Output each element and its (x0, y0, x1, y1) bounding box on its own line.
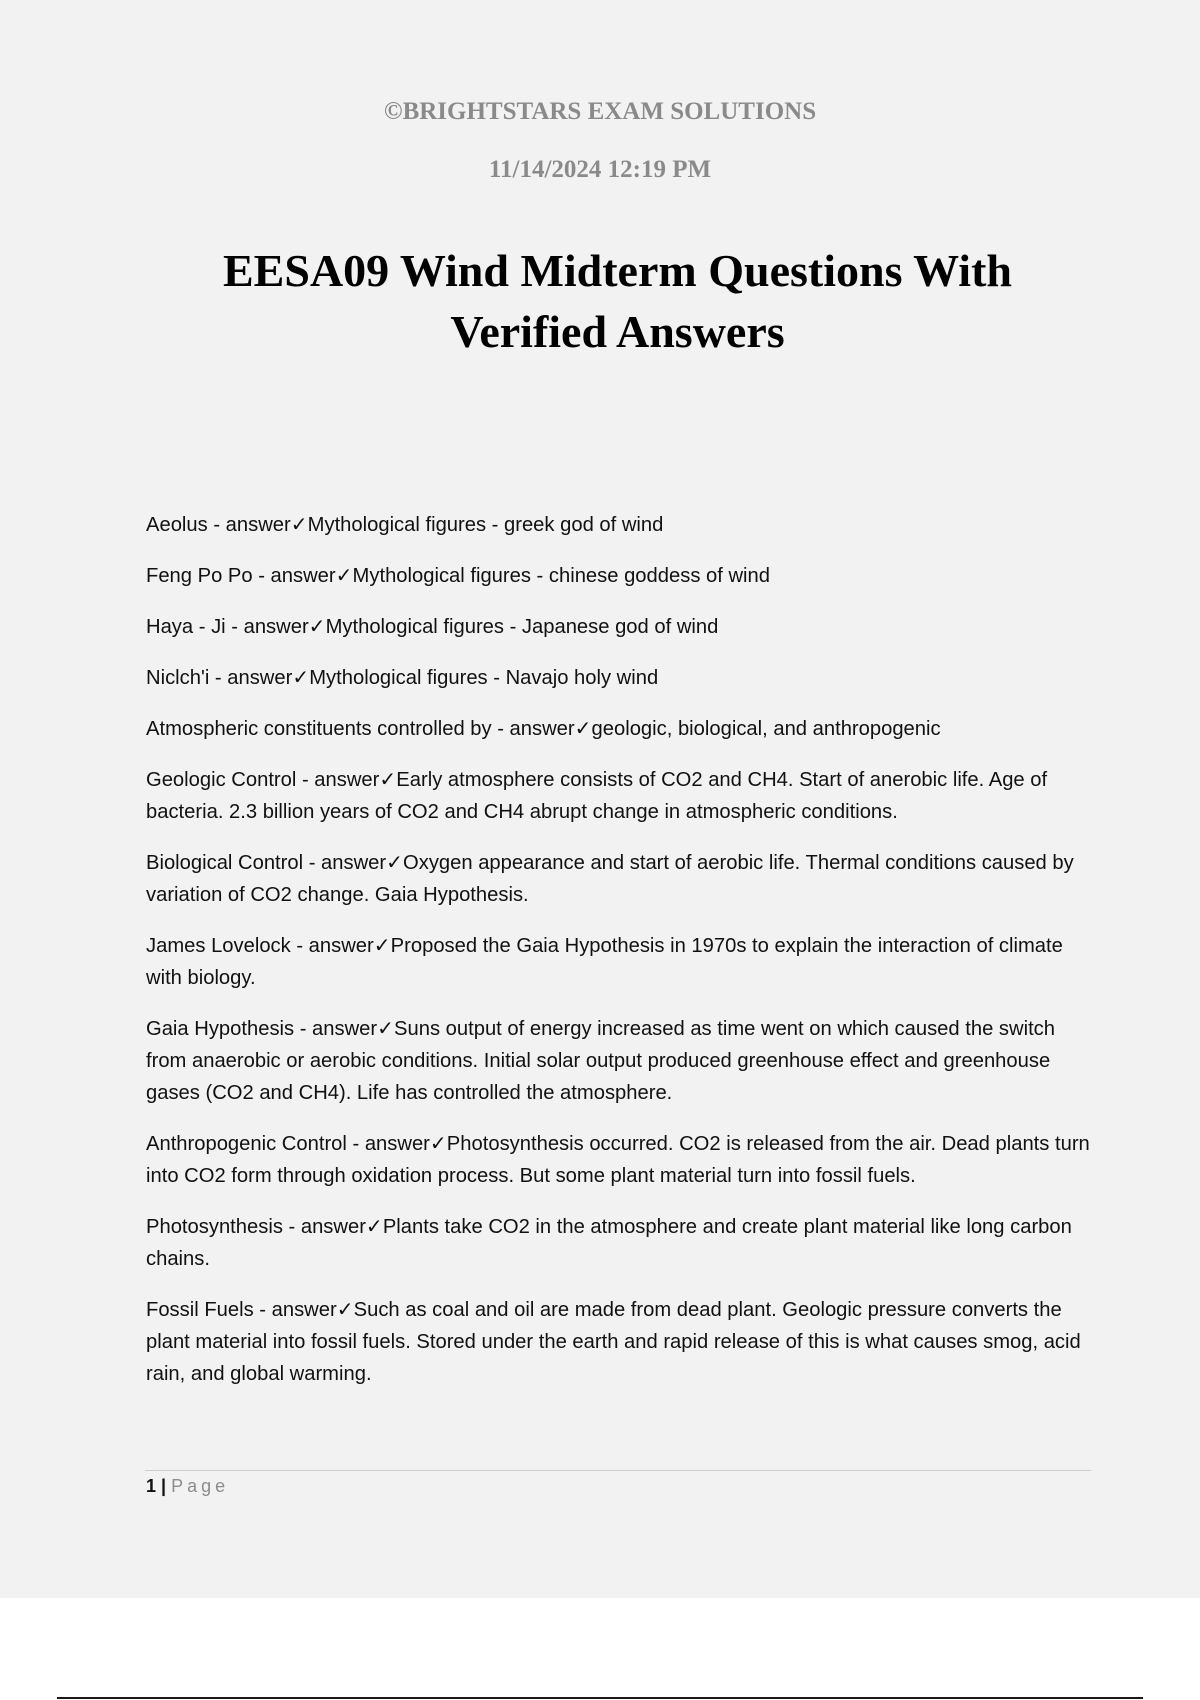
page-title-line-2: Verified Answers (450, 306, 785, 357)
qa-item-niclchi: Niclch'i - answer✓Mythological figures - Navajo holy wind (146, 667, 659, 689)
qa-item-aeolus: Aeolus - answer✓Mythological figures - greek god of wind (146, 514, 664, 536)
qa-item-anthropogenic-control: Anthropogenic Control - answer✓Photosynthesis occurred. CO2 is released from the air. Dead plants turn into CO2 form through oxidation process. But some plant material turn into fossil fuels. (146, 1133, 1090, 1187)
page-word: Page (171, 1476, 230, 1496)
qa-item-fossil-fuels: Fossil Fuels - answer✓Such as coal and oil are made from dead plant. Geologic pressure converts the plant material into fossil fuels. Stored under the earth and rapid release of this is what causes smog, acid rain, and global warming. (146, 1299, 1081, 1385)
qa-item-feng-po-po: Feng Po Po - answer✓Mythological figures - chinese goddess of wind (146, 565, 770, 587)
page-separator: | (161, 1476, 167, 1496)
next-page-top-rule (57, 1697, 1143, 1699)
qa-item-gaia-hypothesis: Gaia Hypothesis - answer✓Suns output of energy increased as time went on which caused the switch from anaerobic or aerobic conditions. Initial solar output produced greenhouse effect and greenhouse gases (CO2 and CH4). Life has controlled the atmosphere. (146, 1018, 1055, 1104)
qa-item-biological-control: Biological Control - answer✓Oxygen appearance and start of aerobic life. Thermal conditions caused by variation of CO2 change. Gaia Hypothesis. (146, 852, 1074, 906)
footer-divider (145, 1470, 1091, 1471)
qa-item-james-lovelock: James Lovelock - answer✓Proposed the Gaia Hypothesis in 1970s to explain the interaction of climate with biology. (146, 935, 1063, 989)
qa-item-atmospheric-constituents: Atmospheric constituents controlled by - answer✓geologic, biological, and anthropogenic (146, 718, 941, 740)
page-title-line-1: EESA09 Wind Midterm Questions With (223, 245, 1012, 296)
page-number: 1 (146, 1476, 157, 1496)
qa-list (146, 509, 1096, 1409)
qa-item-haya-ji: Haya - Ji - answer✓Mythological figures - Japanese god of wind (146, 616, 719, 638)
page-title (0, 240, 1200, 362)
qa-item-geologic-control: Geologic Control - answer✓Early atmosphere consists of CO2 and CH4. Start of anerobic life. Age of bacteria. 2.3 billion years of CO2 and CH4 abrupt change in atmospheric conditions. (146, 769, 1048, 823)
qa-item-photosynthesis: Photosynthesis - answer✓Plants take CO2 in the atmosphere and create plant material like long carbon chains. (146, 1216, 1072, 1270)
header-timestamp: 11/14/2024 12:19 PM (488, 156, 712, 183)
page-footer (146, 1474, 229, 1498)
header-brand: ©BRIGHTSTARS EXAM SOLUTIONS (383, 98, 817, 125)
